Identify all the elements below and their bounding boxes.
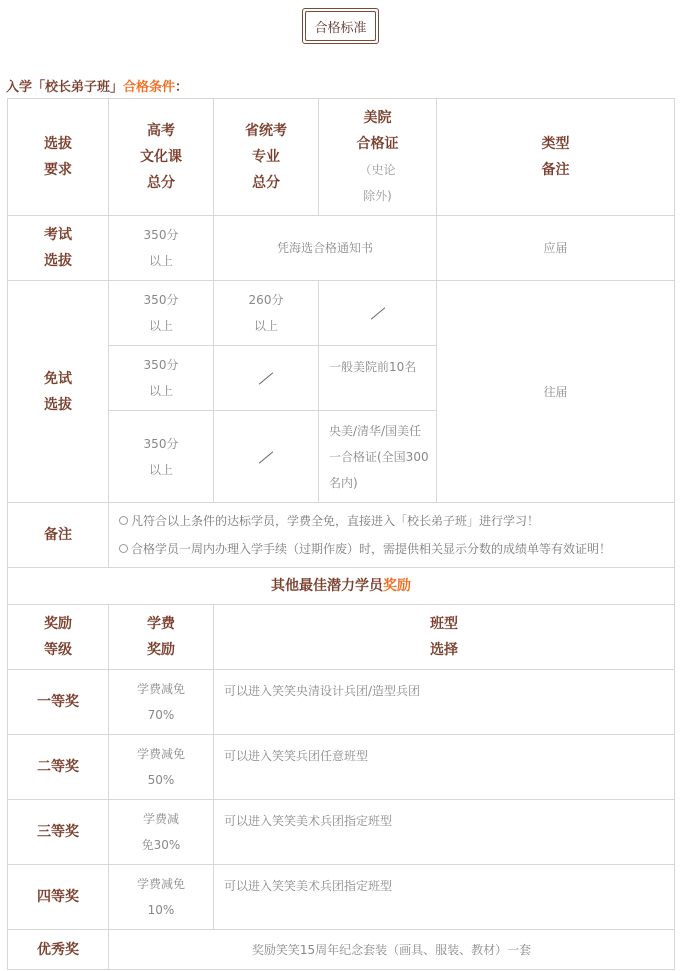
award-3-class: 可以进入笑笑美术兵团指定班型 <box>214 800 675 865</box>
award-3-fee: 学费减 免30% <box>109 800 214 865</box>
award-3-level: 三等奖 <box>8 800 109 865</box>
slash-icon <box>259 372 273 384</box>
slash-icon <box>259 451 273 463</box>
slash-icon <box>370 307 384 319</box>
standard-badge <box>302 8 379 44</box>
section-heading <box>6 76 188 95</box>
award-row-2 <box>8 735 675 800</box>
exempt-1-cert <box>319 281 437 346</box>
awards-header-row <box>8 605 675 670</box>
award-row-4 <box>8 865 675 930</box>
award-4-fee: 学费减免 10% <box>109 865 214 930</box>
exam-label: 考试 选拔 <box>8 216 109 281</box>
awards-header-level: 奖励 等级 <box>8 605 109 670</box>
heading-suffix: ： <box>175 80 189 95</box>
exam-type: 应届 <box>437 216 675 281</box>
heading-highlight: 合格条件 <box>123 80 176 95</box>
exempt-type: 往届 <box>437 281 675 503</box>
award-row-3 <box>8 800 675 865</box>
award-2-class: 可以进入笑笑兵团任意班型 <box>214 735 675 800</box>
admission-table <box>7 98 675 970</box>
award-2-level: 二等奖 <box>8 735 109 800</box>
award-4-class: 可以进入笑笑美术兵团指定班型 <box>214 865 675 930</box>
award-excellent-level: 优秀奖 <box>8 930 109 970</box>
exempt-label: 免试 选拔 <box>8 281 109 503</box>
exempt-3-score: 350分 以上 <box>109 411 214 503</box>
heading-prefix: 入学「校长弟子班」 <box>6 80 124 95</box>
exempt-2-pro <box>214 346 319 411</box>
award-1-fee: 学费减免 70% <box>109 670 214 735</box>
exam-cert: 凭海选合格通知书 <box>214 216 437 281</box>
header-culture-score: 高考 文化课 总分 <box>109 99 214 216</box>
award-1-level: 一等奖 <box>8 670 109 735</box>
award-row-excellent <box>8 930 675 970</box>
exempt-3-pro <box>214 411 319 503</box>
award-1-class: 可以进入笑笑央清设计兵团/造型兵团 <box>214 670 675 735</box>
remark-row <box>8 503 675 568</box>
bullet-icon <box>119 544 128 553</box>
awards-title: 其他最佳潜力学员奖励 <box>8 568 675 605</box>
standard-badge-label: 合格标准 <box>305 11 376 41</box>
bullet-icon <box>119 516 128 525</box>
header-selection: 选拔 要求 <box>8 99 109 216</box>
exam-score: 350分 以上 <box>109 216 214 281</box>
awards-header-class: 班型 选择 <box>214 605 675 670</box>
header-pro-score: 省统考 专业 总分 <box>214 99 319 216</box>
remark-line-2: 合格学员一周内办理入学手续（过期作废）时，需提供相关显示分数的成绩单等有效证明！ <box>119 535 668 563</box>
header-row <box>8 99 675 216</box>
exam-row <box>8 216 675 281</box>
exempt-1-score: 350分 以上 <box>109 281 214 346</box>
award-4-level: 四等奖 <box>8 865 109 930</box>
exempt-2-score: 350分 以上 <box>109 346 214 411</box>
remark-content <box>109 503 675 568</box>
award-2-fee: 学费减免 50% <box>109 735 214 800</box>
award-excellent-desc: 奖励笑笑15周年纪念套装（画具、服装、教材）一套 <box>109 930 675 970</box>
exempt-2-cert: 一般美院前10名 <box>319 346 437 411</box>
header-academy-cert: 美院 合格证 （史论 除外) <box>319 99 437 216</box>
awards-header-fee: 学费 奖励 <box>109 605 214 670</box>
award-row-1 <box>8 670 675 735</box>
exempt-1-pro: 260分 以上 <box>214 281 319 346</box>
header-type-note: 类型 备注 <box>437 99 675 216</box>
remark-line-1: 凡符合以上条件的达标学员，学费全免，直接进入「校长弟子班」进行学习！ <box>119 507 668 535</box>
awards-title-row <box>8 568 675 605</box>
exempt-row-1 <box>8 281 675 346</box>
exempt-3-cert: 央美/清华/国美任一合格证(全国300名内) <box>319 411 437 503</box>
remark-label: 备注 <box>8 503 109 568</box>
